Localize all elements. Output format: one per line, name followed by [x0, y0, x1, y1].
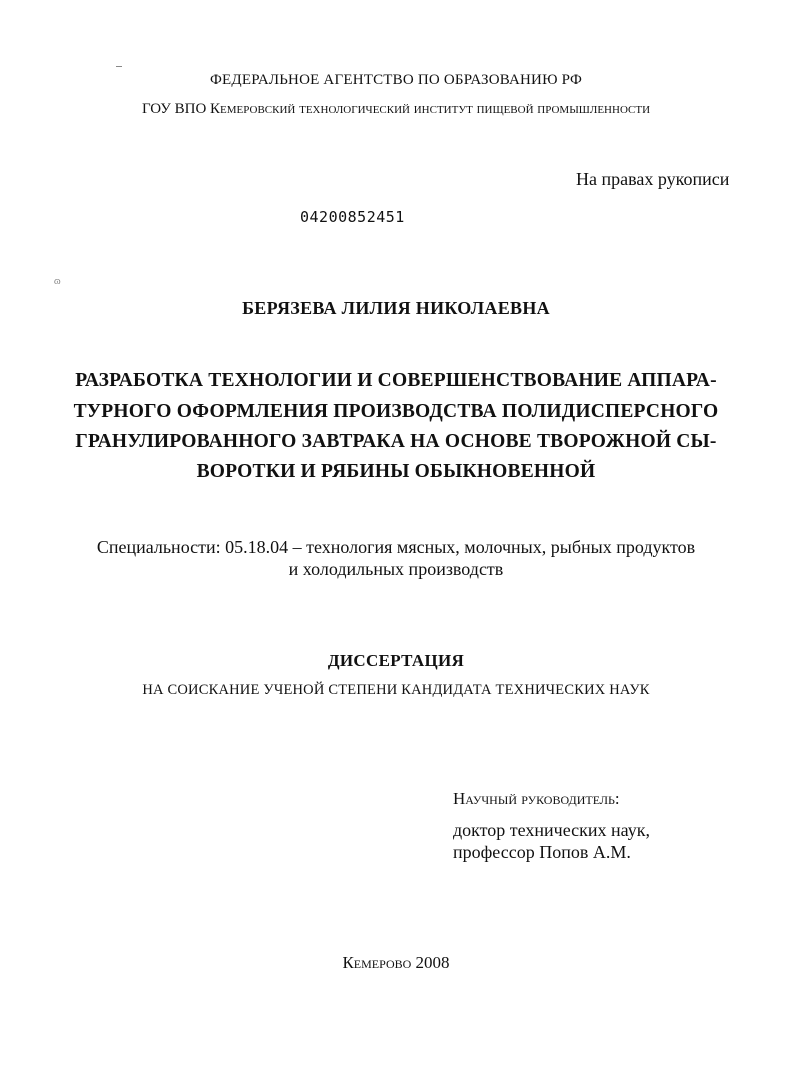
agency-heading: ФЕДЕРАЛЬНОЕ АГЕНТСТВО ПО ОБРАЗОВАНИЮ РФ [210, 72, 582, 88]
supervisor-degree: доктор технических наук, [453, 820, 650, 840]
institute-heading: ГОУ ВПО Кемеровский технологический институт пищевой промышленности [141, 101, 651, 117]
specialty-line-2: и холодильных производств [288, 559, 504, 579]
degree-statement: НА СОИСКАНИЕ УЧЕНОЙ СТЕПЕНИ КАНДИДАТА ТЕХНИЧЕСКИХ НАУК [142, 682, 650, 698]
supervisor-name: профессор Попов А.М. [453, 842, 631, 862]
author-name: БЕРЯЗЕВА ЛИЛИЯ НИКОЛАЕВНА [242, 298, 550, 318]
city-year: Кемерово 2008 [342, 953, 450, 972]
inventory-number: 04200852451 [300, 208, 405, 226]
title-line-3: ГРАНУЛИРОВАННОГО ЗАВТРАКА НА ОСНОВЕ ТВОРОЖНОЙ СЫ- [75, 431, 717, 452]
title-line-4: ВОРОТКИ И РЯБИНЫ ОБЫКНОВЕННОЙ [196, 461, 596, 482]
supervisor-heading: Научный руководитель: [453, 789, 620, 808]
scan-stray-mark: ɷ [54, 276, 61, 287]
work-type: ДИССЕРТАЦИЯ [327, 651, 465, 670]
scan-tick-mark [116, 66, 122, 67]
title-line-2: ТУРНОГО ОФОРМЛЕНИЯ ПРОИЗВОДСТВА ПОЛИДИСПЕРСНОГО [73, 401, 719, 422]
specialty-line-1: Специальности: 05.18.04 – технология мясных, молочных, рыбных продуктов [96, 537, 696, 557]
title-line-1: РАЗРАБОТКА ТЕХНОЛОГИИ И СОВЕРШЕНСТВОВАНИЕ АППАРА- [75, 370, 717, 391]
rights-note: На правах рукописи [576, 169, 730, 189]
